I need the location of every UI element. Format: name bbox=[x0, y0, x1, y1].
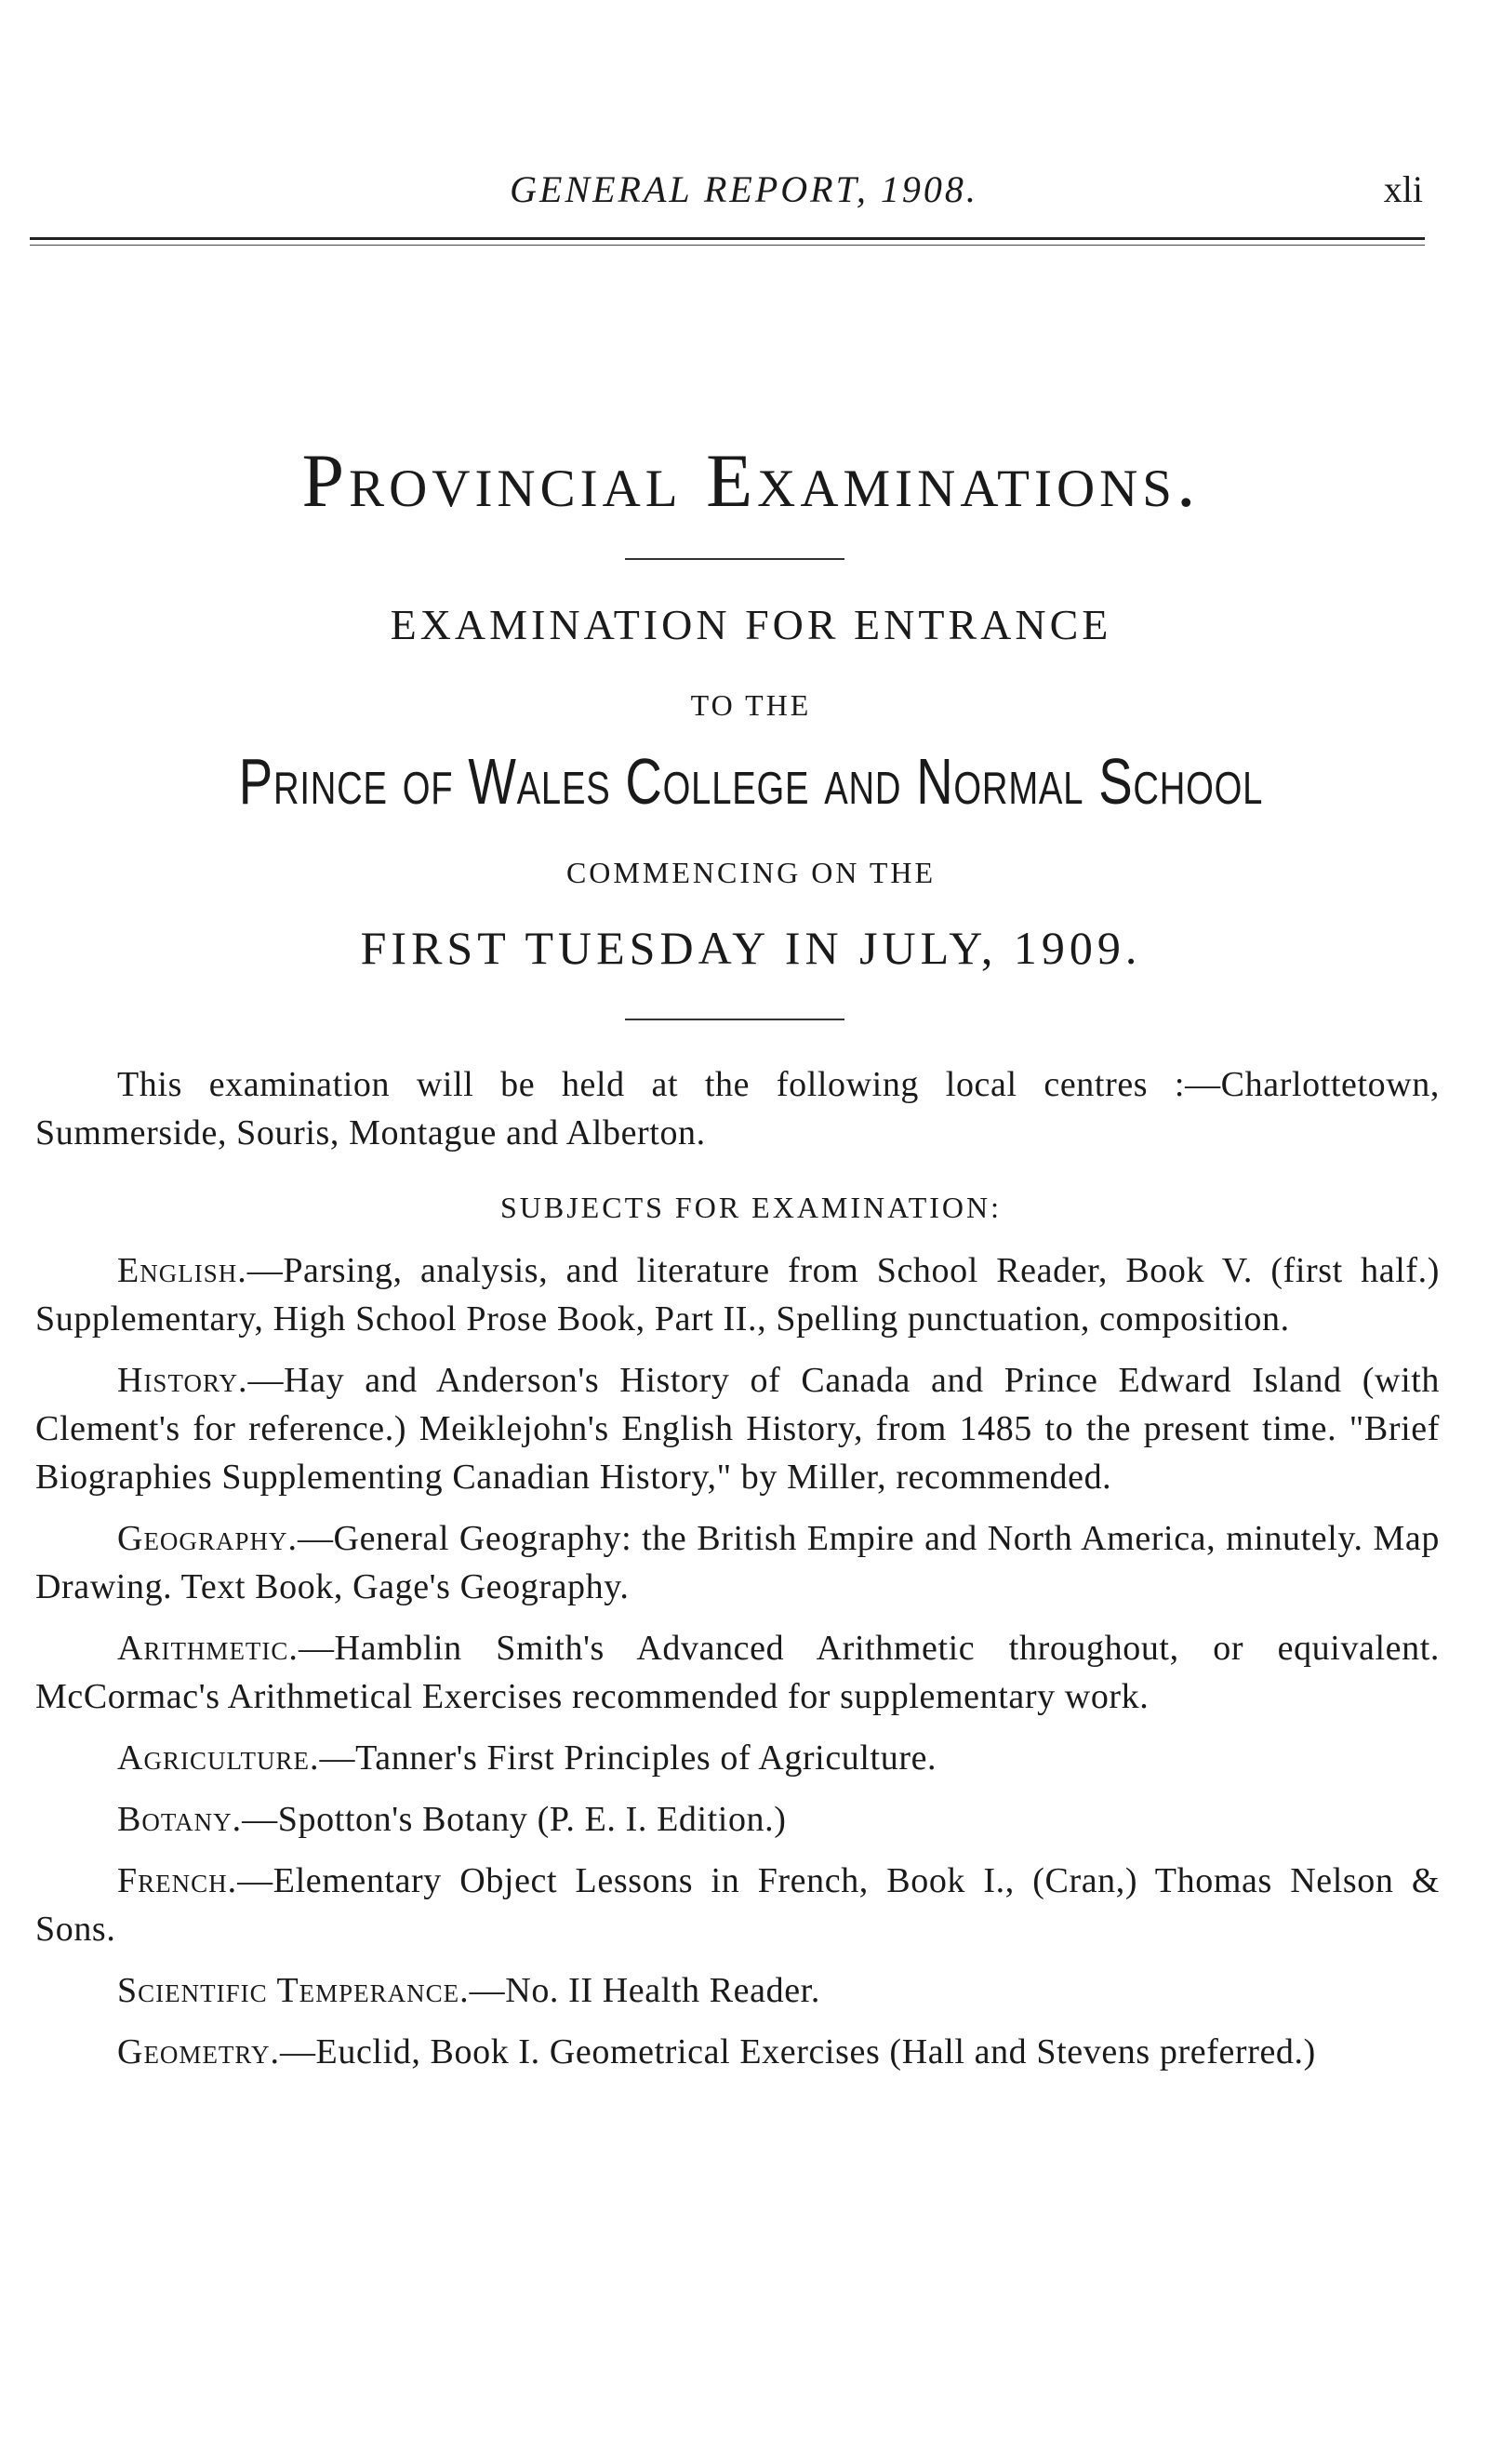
subject-scientific-temperance bbox=[35, 1966, 1440, 2015]
subject-text: —Parsing, analysis, and literature from School Reader, Book V. (first half.) Supplementary, High School Prose Book, Part II., Spelling punctuation, composition. bbox=[35, 1251, 1440, 1339]
page-number: xli bbox=[1383, 168, 1423, 210]
subject-botany bbox=[35, 1795, 1440, 1844]
subject-geography bbox=[35, 1514, 1440, 1611]
subject-label: Geometry. bbox=[117, 2032, 280, 2071]
main-title: Provincial Examinations. bbox=[301, 438, 1201, 523]
subjects-heading: SUBJECTS FOR EXAMINATION: bbox=[499, 1191, 1003, 1224]
subject-label: French. bbox=[117, 1861, 238, 1900]
subjects-list bbox=[35, 1246, 1440, 2089]
subject-agriculture bbox=[35, 1734, 1440, 1782]
subject-text: —General Geography: the British Empire and North America, minutely. Map Drawing. Text Book, Gage's Geography. bbox=[35, 1519, 1440, 1606]
header-rule-thin bbox=[30, 245, 1425, 246]
subject-text: —Hamblin Smith's Advanced Arithmetic throughout, or equivalent. McCormac's Arithmetical Exercises recommended for supplementary work. bbox=[35, 1629, 1440, 1716]
exam-date: FIRST TUESDAY IN JULY, 1909. bbox=[360, 922, 1142, 974]
header-rule bbox=[30, 237, 1425, 240]
subject-text: —Spotton's Botany (P. E. I. Edition.) bbox=[242, 1800, 787, 1839]
subject-text: —Hay and Anderson's History of Canada and Prince Edward Island (with Clement's for reference.) Meiklejohn's English History, from 1485 to the present time. "Brief Biographies Supplementing Canadian History," by Miller, recommended. bbox=[35, 1361, 1440, 1497]
subject-text: —Tanner's First Principles of Agriculture. bbox=[319, 1738, 937, 1778]
date-divider bbox=[625, 1019, 844, 1020]
subject-label: Agriculture. bbox=[117, 1738, 320, 1778]
subject-label: English. bbox=[117, 1251, 247, 1290]
subject-history bbox=[35, 1356, 1440, 1501]
exam-heading: EXAMINATION FOR ENTRANCE bbox=[390, 601, 1112, 648]
subject-label: Scientific Temperance. bbox=[117, 1971, 470, 2010]
subject-geometry bbox=[35, 2028, 1440, 2076]
subject-arithmetic bbox=[35, 1624, 1440, 1721]
subject-label: Botany. bbox=[117, 1800, 243, 1839]
intro-paragraph bbox=[35, 1060, 1440, 1157]
subject-label: Geography. bbox=[117, 1519, 298, 1558]
title-divider bbox=[625, 558, 844, 560]
subject-label: History. bbox=[117, 1361, 248, 1400]
commencing-line: COMMENCING ON THE bbox=[565, 856, 937, 889]
intro-text: This examination will be held at the following local centres :—Charlottetown, Summerside, Souris, Montague and Alberton. bbox=[35, 1065, 1440, 1152]
subject-text: —No. II Health Reader. bbox=[469, 1971, 820, 2010]
subject-english bbox=[35, 1246, 1440, 1343]
subject-text: —Euclid, Book I. Geometrical Exercises (Hall and Stevens preferred.) bbox=[279, 2032, 1316, 2071]
subject-french bbox=[35, 1857, 1440, 1953]
running-head bbox=[37, 167, 1451, 223]
to-the-line: TO THE bbox=[690, 688, 812, 722]
subject-text: —Elementary Object Lessons in French, Book I., (Cran,) Thomas Nelson & Sons. bbox=[35, 1861, 1440, 1949]
college-name: Prince of Wales College and Normal School bbox=[238, 745, 1264, 818]
subject-label: Arithmetic. bbox=[117, 1629, 299, 1668]
running-title: GENERAL REPORT, 1908. bbox=[510, 168, 978, 210]
